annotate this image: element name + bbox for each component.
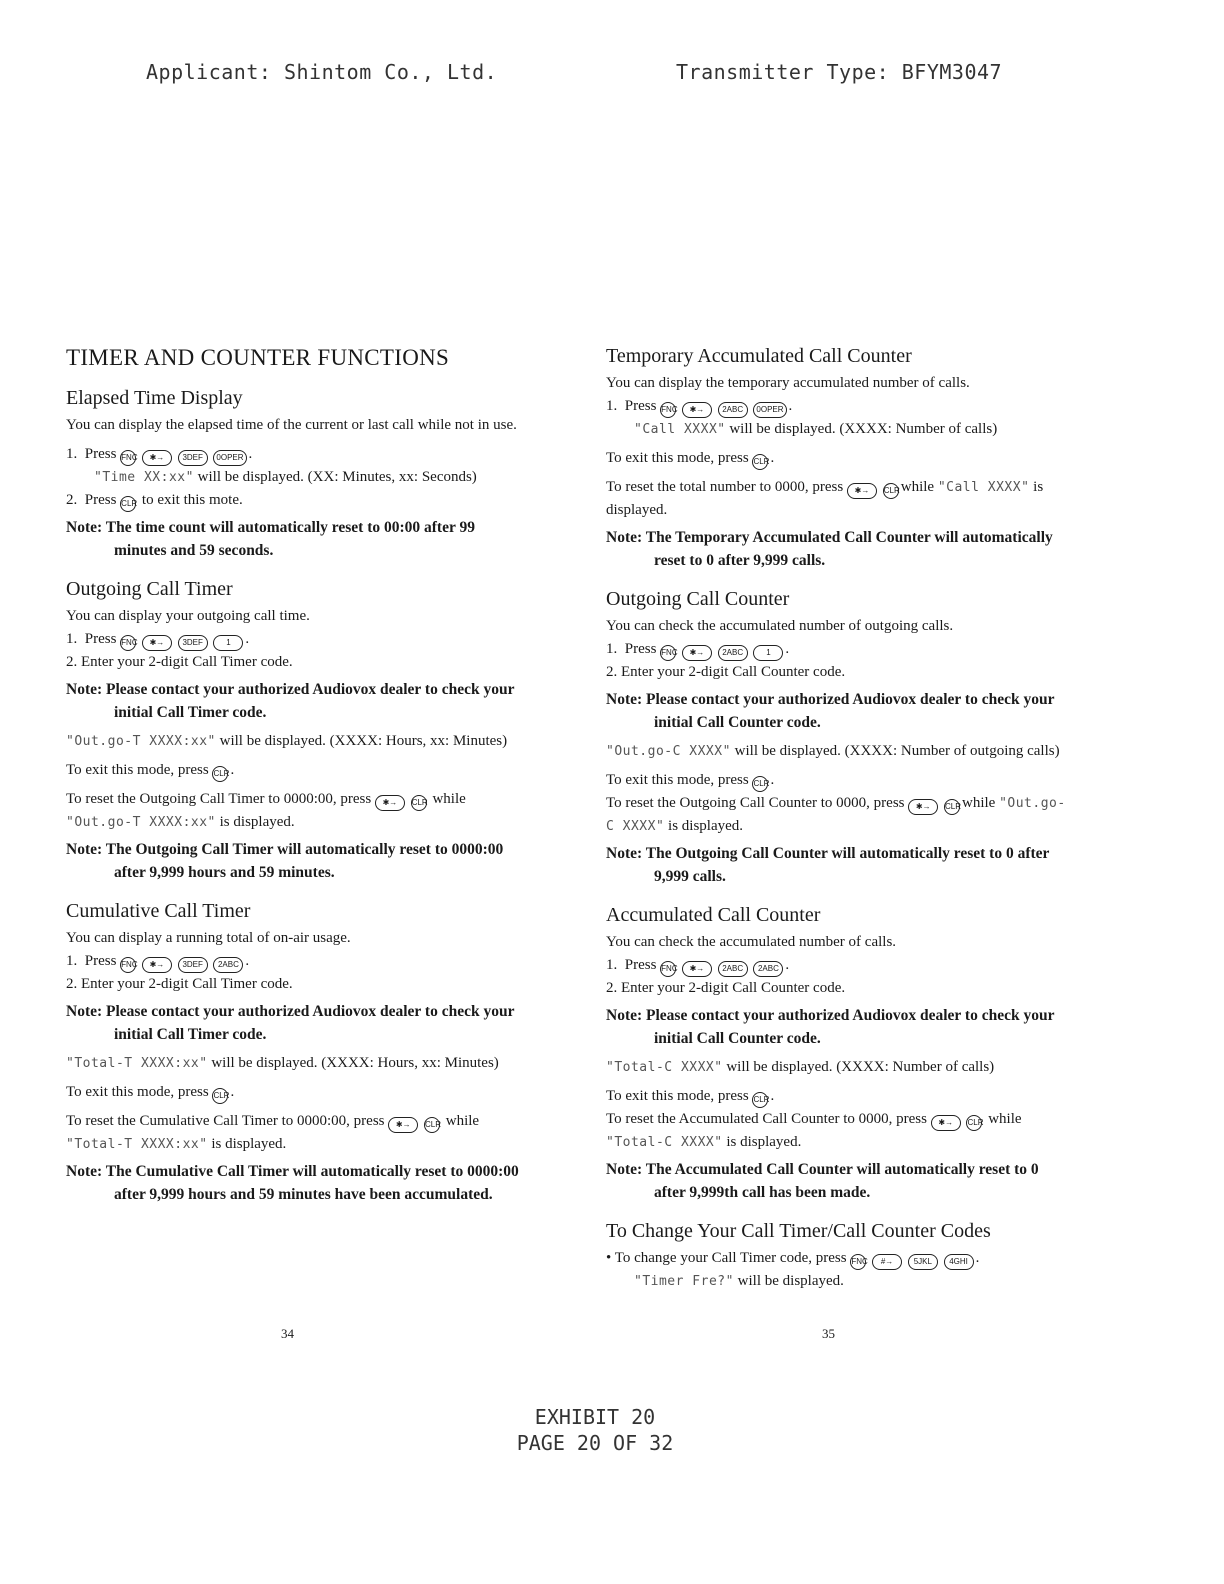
fnc-key-icon: FNC — [660, 645, 676, 661]
three-key-icon: 3DEF — [178, 635, 208, 651]
star-key-icon: ✱→ — [388, 1117, 418, 1133]
exhibit-label: EXHIBIT 20 — [534, 1405, 656, 1429]
list-item: 1. Press FNC ✱→ 3DEF 1 . — [64, 628, 524, 651]
zero-key-icon: 0OPER — [753, 402, 786, 418]
reset-instruction: To reset the Cumulative Call Timer to 0000:00, press ✱→ CLR while "Total-T XXXX:xx" is displayed. — [66, 1113, 480, 1152]
display-description: "Total-C XXXX" will be displayed. (XXXX: Number of calls) — [606, 1059, 995, 1075]
two-key-icon: 2ABC — [213, 957, 243, 973]
one-key-icon: 1 — [213, 635, 243, 651]
exit-instruction: To exit this mode, press CLR. — [606, 1085, 1066, 1108]
change-codes-section — [604, 1220, 1066, 1293]
lcd-text: "Time XX:xx" — [94, 470, 194, 485]
clr-key-icon: CLR — [752, 1092, 768, 1108]
applicant-header: Applicant: Shintom Co., Ltd. — [146, 60, 498, 84]
clr-key-icon: CLR — [883, 483, 899, 499]
transmitter-header: Transmitter Type: BFYM3047 — [676, 60, 1003, 84]
star-key-icon: ✱→ — [142, 635, 172, 651]
section-title: Cumulative Call Timer — [66, 900, 251, 922]
lcd-text: "Out.go-T XXXX:xx" — [66, 815, 216, 830]
two-key-icon: 2ABC — [718, 645, 748, 661]
exit-instruction: To exit this mode, press CLR. — [606, 447, 1066, 470]
three-key-icon: 3DEF — [178, 957, 208, 973]
elapsed-time-section — [64, 387, 524, 562]
list-item: 2. Enter your 2-digit Call Timer code. — [66, 976, 293, 992]
list-item: 2. Enter your 2-digit Call Counter code. — [606, 980, 846, 996]
list-item: 2. Press CLR to exit this mote. — [64, 489, 524, 512]
left-column — [64, 345, 524, 1212]
list-item: 2. Enter your 2-digit Call Timer code. — [66, 654, 293, 670]
star-key-icon: ✱→ — [142, 450, 172, 466]
section-intro: You can check the accumulated number of calls. — [606, 934, 897, 950]
exit-instruction: To exit this mode, press CLR. — [606, 769, 1066, 792]
note: Note: Please contact your authorized Audiovox dealer to check your initial Call Counter code. — [606, 1007, 1055, 1047]
star-key-icon: ✱→ — [375, 795, 405, 811]
page-number-left: 34 — [281, 1326, 294, 1341]
clr-key-icon: CLR — [966, 1115, 982, 1131]
page-title: TIMER AND COUNTER FUNCTIONS — [66, 345, 450, 370]
star-key-icon: ✱→ — [931, 1115, 961, 1131]
fnc-key-icon: FNC — [120, 635, 136, 651]
lcd-text: "Out.go-C XXXX" — [606, 744, 731, 759]
list-item: 1. Press FNC ✱→ 2ABC 0OPER . — [604, 395, 1066, 418]
fnc-key-icon: FNC — [850, 1254, 866, 1270]
star-key-icon: ✱→ — [682, 961, 712, 977]
two-key-icon: 2ABC — [753, 961, 783, 977]
clr-key-icon: CLR — [120, 496, 136, 512]
star-key-icon: ✱→ — [908, 799, 938, 815]
note: Note: Please contact your authorized Audiovox dealer to check your initial Call Timer code. — [66, 1003, 515, 1043]
zero-key-icon: 0OPER — [213, 450, 246, 466]
list-item: 1. Press FNC ✱→ 3DEF 2ABC . — [64, 950, 524, 973]
section-intro: You can display the temporary accumulated number of calls. — [606, 375, 970, 391]
star-key-icon: ✱→ — [847, 483, 877, 499]
section-title: Temporary Accumulated Call Counter — [606, 345, 912, 367]
note: Note: Please contact your authorized Audiovox dealer to check your initial Call Timer code. — [66, 681, 515, 721]
section-intro: You can check the accumulated number of outgoing calls. — [606, 618, 954, 634]
lcd-text: "Out.go-C XXXX" — [606, 796, 1066, 834]
note: Note: Please contact your authorized Audiovox dealer to check your initial Call Counter code. — [606, 691, 1055, 731]
clr-key-icon: CLR — [212, 766, 228, 782]
fnc-key-icon: FNC — [660, 961, 676, 977]
lcd-text: "Total-C XXXX" — [606, 1060, 723, 1075]
lcd-text: "Total-C XXXX" — [606, 1135, 723, 1150]
section-intro: You can display your outgoing call time. — [66, 608, 310, 624]
note: Note: The time count will automatically reset to 00:00 after 99 minutes and 59 seconds. — [66, 519, 475, 559]
lcd-text: "Timer Fre?" — [634, 1274, 734, 1289]
note: Note: The Outgoing Call Timer will automatically reset to 0000:00 after 9,999 hours and 59 minutes. — [66, 841, 504, 881]
reset-instruction: To reset the total number to 0000, press ✱→ CLRwhile "Call XXXX" is displayed. — [606, 479, 1044, 518]
exit-instruction: To exit this mode, press CLR. — [66, 1081, 524, 1104]
hash-key-icon: #→ — [872, 1254, 902, 1270]
note: Note: The Temporary Accumulated Call Counter will automatically reset to 0 after 9,999 calls. — [606, 529, 1053, 569]
list-item-detail: "Call XXXX" will be displayed. (XXXX: Number of calls) — [634, 421, 998, 437]
reset-instruction: To reset the Accumulated Call Counter to 0000, press ✱→ CLR while "Total-C XXXX" is displayed. — [606, 1111, 1022, 1150]
section-title: Outgoing Call Timer — [66, 578, 233, 600]
lcd-text: "Total-T XXXX:xx" — [66, 1056, 208, 1071]
cumulative-call-timer-section — [64, 900, 524, 1206]
section-intro: You can display a running total of on-air usage. — [66, 930, 351, 946]
display-description: "Total-T XXXX:xx" will be displayed. (XXXX: Hours, xx: Minutes) — [66, 1055, 499, 1071]
exit-instruction: To exit this mode, press CLR. — [66, 759, 524, 782]
list-item: 1. Press FNC ✱→ 2ABC 1 . — [604, 638, 1066, 661]
clr-key-icon: CLR — [752, 776, 768, 792]
section-intro: You can display the elapsed time of the current or last call while not in use. — [66, 417, 517, 433]
section-title: Outgoing Call Counter — [606, 588, 790, 610]
display-description: "Out.go-T XXXX:xx" will be displayed. (XXXX: Hours, xx: Minutes) — [66, 733, 508, 749]
fnc-key-icon: FNC — [120, 450, 136, 466]
clr-key-icon: CLR — [212, 1088, 228, 1104]
star-key-icon: ✱→ — [142, 957, 172, 973]
outgoing-call-counter-section — [604, 588, 1066, 888]
list-item: 1. Press FNC ✱→ 2ABC 2ABC . — [604, 954, 1066, 977]
two-key-icon: 2ABC — [718, 402, 748, 418]
clr-key-icon: CLR — [944, 799, 960, 815]
lcd-text: "Out.go-T XXXX:xx" — [66, 734, 216, 749]
right-column — [604, 345, 1066, 1293]
outgoing-call-timer-section — [64, 578, 524, 884]
three-key-icon: 3DEF — [178, 450, 208, 466]
accumulated-call-counter-section — [604, 904, 1066, 1204]
note: Note: The Outgoing Call Counter will automatically reset to 0 after 9,999 calls. — [606, 845, 1050, 885]
section-title: Elapsed Time Display — [66, 387, 243, 409]
lcd-text: "Total-T XXXX:xx" — [66, 1137, 208, 1152]
clr-key-icon: CLR — [752, 454, 768, 470]
four-key-icon: 4GHI — [944, 1254, 974, 1270]
page-number-right: 35 — [822, 1326, 835, 1341]
lcd-text: "Call XXXX" — [937, 480, 1030, 495]
temporary-counter-section — [604, 345, 1066, 572]
display-description: "Out.go-C XXXX" will be displayed. (XXXX: Number of outgoing calls) — [606, 743, 1060, 759]
star-key-icon: ✱→ — [682, 645, 712, 661]
section-title: To Change Your Call Timer/Call Counter Codes — [606, 1220, 991, 1242]
bullet-item: • To change your Call Timer code, press FNC #→ 5JKL 4GHI . — [606, 1247, 1066, 1270]
list-item-detail: "Time XX:xx" will be displayed. (XX: Minutes, xx: Seconds) — [94, 469, 477, 485]
clr-key-icon: CLR — [424, 1117, 440, 1133]
note: Note: The Accumulated Call Counter will automatically reset to 0 after 9,999th call has been made. — [606, 1161, 1039, 1201]
reset-instruction: To reset the Outgoing Call Counter to 0000, press ✱→ CLRwhile "Out.go-C XXXX" is displayed. — [606, 795, 1066, 834]
exhibit-page: PAGE 20 OF 32 — [516, 1431, 674, 1455]
five-key-icon: 5JKL — [908, 1254, 938, 1270]
fnc-key-icon: FNC — [120, 957, 136, 973]
list-item: 1. Press FNC ✱→ 3DEF 0OPER . — [64, 443, 524, 466]
one-key-icon: 1 — [753, 645, 783, 661]
list-item: 2. Enter your 2-digit Call Counter code. — [606, 664, 846, 680]
lcd-text: "Call XXXX" — [634, 422, 726, 437]
reset-instruction: To reset the Outgoing Call Timer to 0000:00, press ✱→ CLR while "Out.go-T XXXX:xx" is displayed. — [66, 791, 466, 830]
fnc-key-icon: FNC — [660, 402, 676, 418]
section-title: Accumulated Call Counter — [606, 904, 821, 926]
star-key-icon: ✱→ — [682, 402, 712, 418]
note: Note: The Cumulative Call Timer will automatically reset to 0000:00 after 9,999 hours and 59 minutes have been accumulated. — [66, 1163, 519, 1203]
clr-key-icon: CLR — [411, 795, 427, 811]
two-key-icon: 2ABC — [718, 961, 748, 977]
list-item-detail: "Timer Fre?" will be displayed. — [634, 1273, 844, 1289]
exhibit-footer — [0, 1404, 1190, 1456]
